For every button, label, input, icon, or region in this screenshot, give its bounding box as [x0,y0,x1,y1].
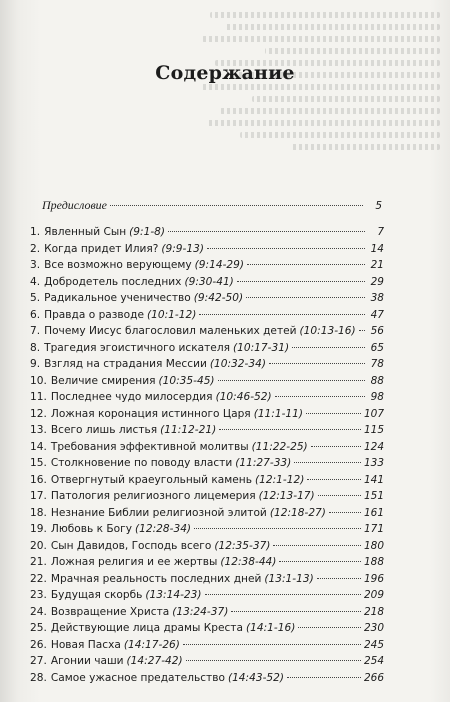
entry-reference: (9:14-29) [194,259,245,271]
entry-number: 7. [30,325,41,337]
entry-reference: (10:46-52) [215,391,272,403]
entry-reference: (12:35-37) [214,539,271,552]
entry-title: Мрачная реальность последних дней [50,572,262,585]
leader-dots [269,363,365,364]
entry-page: 29 [370,275,384,288]
entry-number: 18. [30,506,47,519]
entry-title: Возвращение Христа [50,605,170,618]
entry-page: 245 [363,638,384,651]
entry-page: 98 [370,391,384,403]
entry-number: 12. [30,407,47,420]
entry-number: 28. [30,671,47,684]
preface-label: Предисловие [42,198,108,212]
entry-title: Сын Давидов, Господь всего [50,539,212,552]
entry-number: 14. [30,440,47,453]
leader-dots [273,545,361,546]
toc-entry [30,375,384,392]
entry-title: Правда о разводе [44,308,144,321]
leader-dots [311,446,361,447]
entry-number: 8. [30,341,41,354]
entry-page: 188 [363,556,384,568]
entry-number: 9. [30,358,41,370]
leader-dots [275,396,365,397]
entry-reference: (11:22-25) [251,440,308,453]
entry-number: 13. [30,424,47,436]
entry-title: Самое ужасное предательство [50,671,225,684]
entry-number: 10. [30,374,47,387]
entry-reference: (12:28-34) [134,523,192,535]
toc-entry [30,441,384,458]
entry-page: 47 [370,308,384,321]
leader-dots [186,660,361,661]
toc-entry [30,342,384,359]
entry-number: 17. [30,490,47,502]
entry-reference: (13:1-13) [264,572,314,585]
entry-page: 209 [363,589,384,601]
entry-reference: (14:27-42) [126,655,183,667]
toc-entry [30,672,384,689]
toc-entry [30,639,384,656]
entry-reference: (11:1-11) [253,407,304,420]
leader-dots [307,479,361,480]
entry-page: 161 [363,506,384,519]
leader-dots [247,264,365,265]
entry-title: Взгляд на страдания Мессии [44,358,207,370]
toc-entry [30,540,384,557]
entry-page: 56 [370,325,384,337]
entry-number: 27. [30,655,47,667]
entry-page: 7 [377,226,384,238]
toc-entry [30,589,384,606]
leader-dots [207,248,365,249]
entry-title: Последнее чудо милосердия [50,391,213,403]
entry-reference: (11:27-33) [235,457,292,469]
toc-entry [30,490,384,507]
entry-page: 218 [363,605,384,618]
entry-title: Когда придет Илия? [44,242,159,255]
toc-entry [30,408,384,425]
entry-number: 26. [30,638,47,651]
toc-entry [30,358,384,375]
leader-dots [306,413,361,414]
leader-dots [279,561,361,562]
entry-number: 20. [30,539,47,552]
entry-title: Любовь к Богу [50,523,132,535]
entry-reference: (10:17-31) [232,341,290,354]
preface-page: 5 [375,200,382,212]
leader-dots [287,677,361,678]
entry-page: 88 [370,374,384,387]
preface-entry [42,198,382,213]
entry-reference: (10:35-45) [158,374,215,387]
entry-title: Столкновение по поводу власти [50,457,233,469]
entry-reference: (9:42-50) [193,292,244,304]
entry-number: 11. [30,391,47,403]
toc-entry [30,457,384,474]
page-title: Содержание [155,62,295,84]
toc-entry [30,259,384,276]
leader-dots [231,611,361,612]
entry-reference: (14:1-16) [245,622,296,634]
leader-dots [199,314,365,315]
entry-number: 1. [30,226,41,238]
entry-page: 266 [363,671,384,684]
leader-dots [318,495,361,496]
entry-title: Ложная коронация истинного Царя [50,407,251,420]
entry-reference: (13:24-37) [172,605,229,618]
toc-entry [30,391,384,408]
entry-title: Величие смирения [50,374,156,387]
leader-dots [110,205,363,206]
leader-dots [237,281,365,282]
entry-reference: (12:38-44) [220,556,277,568]
leader-dots [205,594,361,595]
leader-dots [218,380,365,381]
toc-entry [30,523,384,540]
toc-entry [30,622,384,639]
entry-reference: (9:1-8) [129,226,166,238]
entry-page: 14 [370,242,384,255]
entry-title: Незнание Библии религиозной элитой [50,506,267,519]
leader-dots [298,627,361,628]
entry-reference: (14:17-26) [123,638,180,651]
entry-reference: (13:14-23) [145,589,202,601]
entry-title: Радикальное ученичество [44,292,191,304]
entry-number: 3. [30,259,41,271]
table-of-contents [30,226,384,688]
entry-reference: (11:12-21) [160,424,217,436]
leader-dots [246,297,365,298]
toc-entry [30,226,384,243]
toc-entry [30,606,384,623]
leader-dots [294,462,361,463]
entry-title: Добродетель последних [44,275,182,288]
toc-entry [30,573,384,590]
toc-entry [30,655,384,672]
entry-page: 38 [370,292,384,304]
entry-number: 5. [30,292,41,304]
entry-title: Почему Иисус благословил маленьких детей [44,325,297,337]
entry-title: Все возможно верующему [44,259,192,271]
toc-entry [30,424,384,441]
entry-title: Агонии чаши [50,655,124,667]
entry-title: Требования эффективной молитвы [50,440,249,453]
entry-page: 180 [363,539,384,552]
entry-title: Отвергнутый краеугольный камень [50,473,252,486]
entry-page: 78 [370,358,384,370]
entry-title: Новая Пасха [50,638,121,651]
entry-title: Всего лишь листья [50,424,158,436]
entry-title: Патология религиозного лицемерия [50,490,256,502]
entry-page: 65 [370,341,384,354]
toc-entry [30,474,384,491]
entry-reference: (9:30-41) [184,275,234,288]
toc-entry [30,292,384,309]
leader-dots [292,347,365,348]
entry-number: 16. [30,473,47,486]
entry-page: 196 [363,572,384,585]
entry-number: 25. [30,622,47,634]
entry-page: 171 [363,523,384,535]
entry-number: 21. [30,556,47,568]
entry-page: 124 [363,440,384,453]
entry-title: Ложная религия и ее жертвы [50,556,218,568]
entry-reference: (14:43-52) [227,671,285,684]
entry-page: 133 [363,457,384,469]
entry-number: 22. [30,572,47,585]
entry-page: 21 [370,259,384,271]
leader-dots [359,330,365,331]
entry-title: Трагедия эгоистичного искателя [44,341,230,354]
toc-entry [30,243,384,260]
entry-number: 6. [30,308,41,321]
entry-number: 24. [30,605,47,618]
entry-reference: (12:1-12) [254,473,305,486]
entry-reference: (12:13-17) [258,490,315,502]
leader-dots [329,512,361,513]
entry-title: Явленный Сын [44,226,127,238]
entry-page: 141 [363,473,384,486]
leader-dots [168,231,365,232]
entry-number: 15. [30,457,47,469]
entry-reference: (9:9-13) [161,242,204,255]
toc-entry [30,325,384,342]
entry-reference: (10:13-16) [299,325,356,337]
entry-number: 23. [30,589,47,601]
entry-number: 2. [30,242,41,255]
entry-reference: (12:18-27) [269,506,326,519]
toc-entry [30,276,384,293]
entry-page: 115 [363,424,384,436]
leader-dots [317,578,361,579]
entry-number: 4. [30,275,41,288]
entry-title: Действующие лица драмы Креста [50,622,243,634]
entry-page: 254 [363,655,384,667]
toc-entry [30,309,384,326]
leader-dots [194,528,361,529]
entry-title: Будущая скорбь [50,589,143,601]
toc-entry [30,507,384,524]
toc-entry [30,556,384,573]
leader-dots [219,429,361,430]
entry-reference: (10:32-34) [209,358,266,370]
entry-page: 151 [363,490,384,502]
entry-page: 107 [363,407,384,420]
show-through-text [190,12,440,202]
leader-dots [183,644,361,645]
entry-reference: (10:1-12) [147,308,197,321]
entry-page: 230 [363,622,384,634]
entry-number: 19. [30,523,47,535]
